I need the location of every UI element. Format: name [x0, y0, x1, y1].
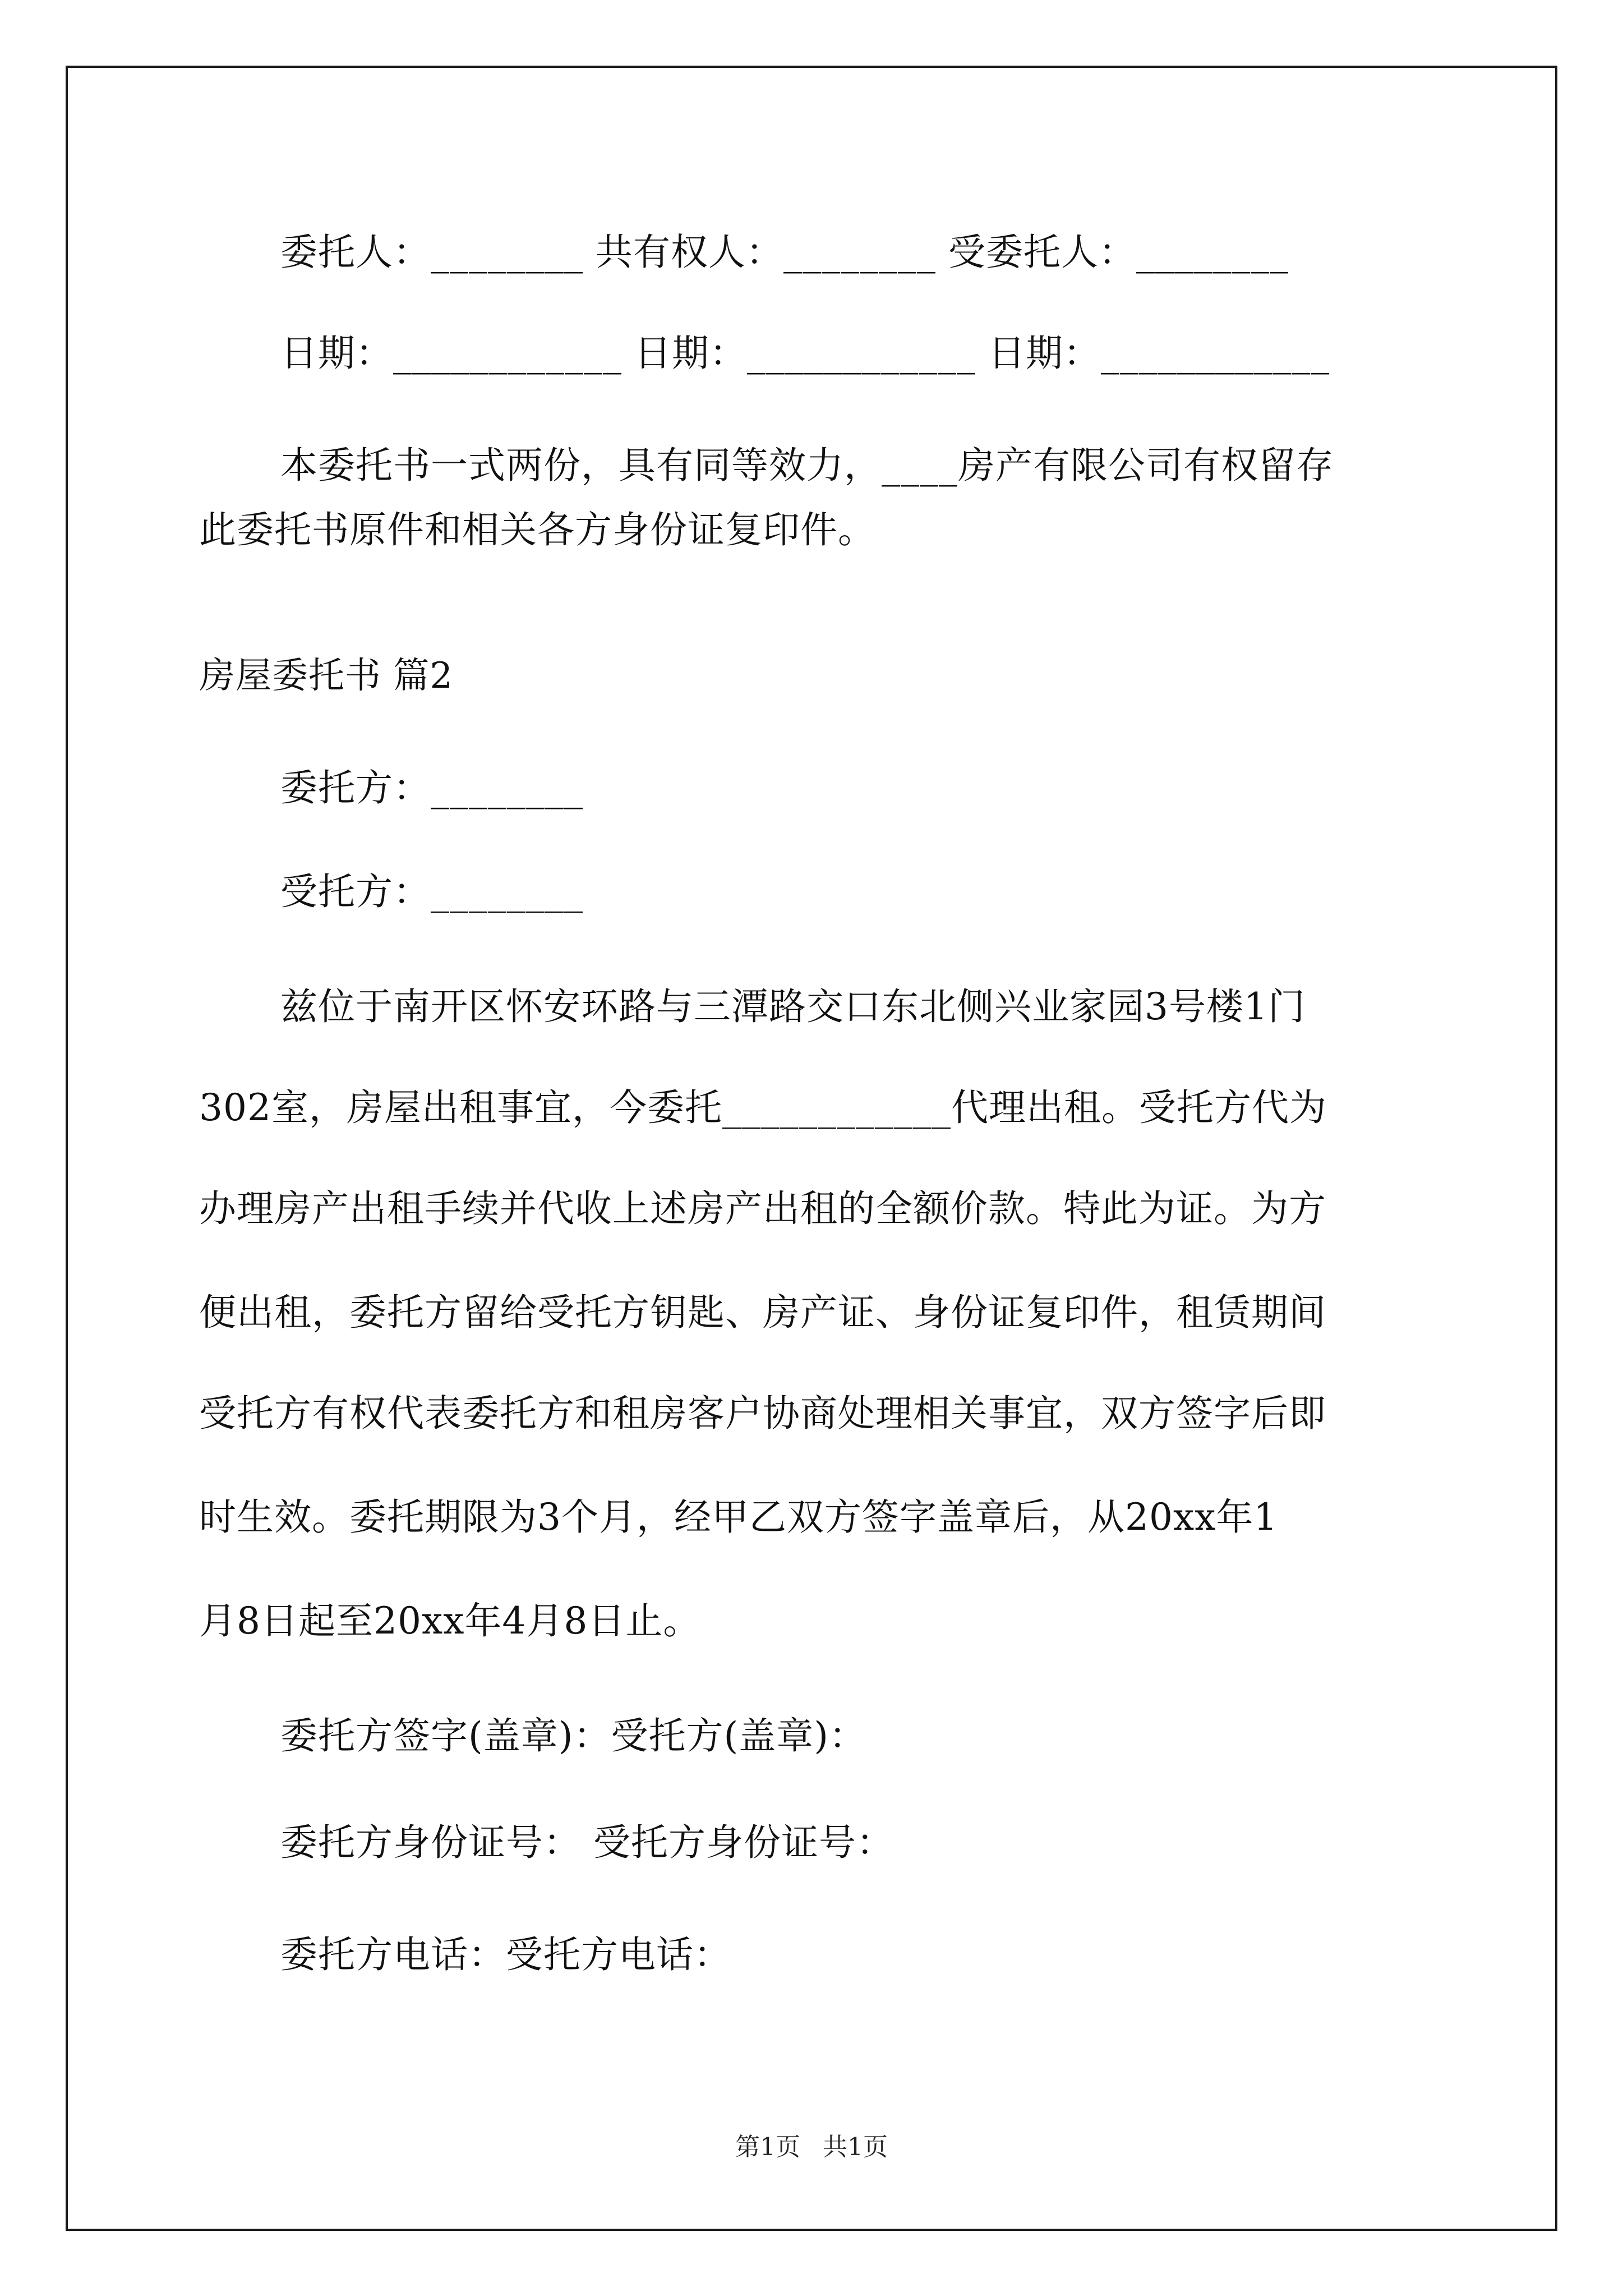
page-number: 第1页	[735, 2133, 800, 2161]
body-paragraph-line-6: 时生效。委托期限为3个月，经甲乙双方签字盖章后，从20xx年1	[199, 1496, 1278, 1539]
body-paragraph-line-3: 办理房产出租手续并代收上述房产出租的全额价款。特此为证。为方	[199, 1187, 1326, 1230]
phone-line: 委托方电话：受托方电话：	[280, 1933, 731, 1976]
section-heading: 房屋委托书 篇2	[199, 655, 454, 697]
principal-signature-line: 委托人：________ 共有权人：________ 受委托人：________	[280, 231, 1289, 274]
paragraph-copies-line-1: 本委托书一式两份，具有同等效力，____房产有限公司有权留存	[280, 444, 1334, 487]
id-number-line: 委托方身份证号： 受托方身份证号：	[280, 1821, 894, 1864]
agent-party-line: 受托方：________	[280, 870, 583, 913]
paragraph-copies-line-2: 此委托书原件和相关各方身份证复印件。	[199, 508, 875, 551]
body-paragraph-line-7: 月8日起至20xx年4月8日止。	[199, 1599, 701, 1642]
page-footer	[0, 2132, 1623, 2163]
body-paragraph-line-1: 兹位于南开区怀安环路与三潭路交口东北侧兴业家园3号楼1门	[280, 985, 1306, 1028]
body-paragraph-line-5: 受托方有权代表委托方和租房客户协商处理相关事宜，双方签字后即	[199, 1392, 1326, 1435]
body-paragraph-line-2: 302室，房屋出租事宜，今委托____________代理出租。受托方代为	[199, 1086, 1327, 1129]
client-party-line: 委托方：________	[280, 766, 583, 809]
page-border	[66, 66, 1557, 2231]
body-paragraph-line-4: 便出租，委托方留给受托方钥匙、房产证、身份证复印件，租赁期间	[199, 1291, 1326, 1334]
signature-seal-line: 委托方签字(盖章)：受托方(盖章)：	[280, 1714, 866, 1757]
page-total: 共1页	[823, 2133, 888, 2161]
date-line: 日期：____________ 日期：____________ 日期：____________	[280, 332, 1330, 375]
